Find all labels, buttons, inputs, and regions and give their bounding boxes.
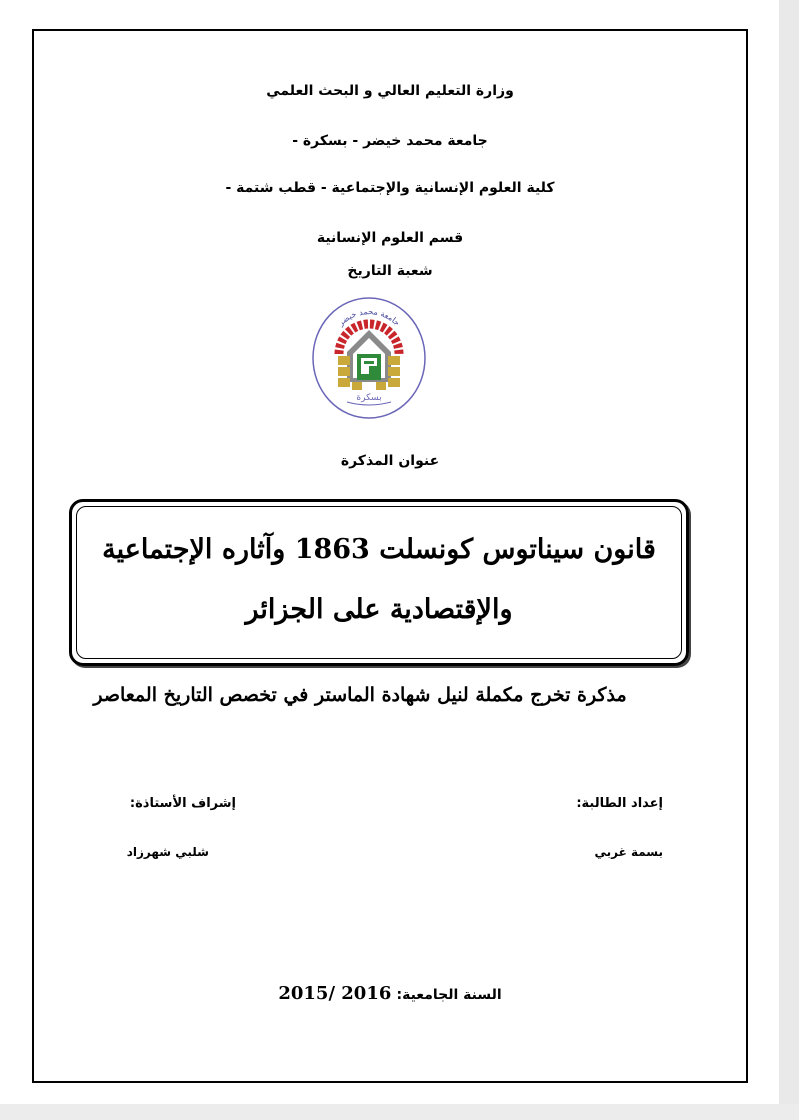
student-name: بسمة غربي [594,845,663,859]
thesis-title-line-1: قانون سيناتوس كونسلت 1863 وآثاره الإجتماعية [102,534,656,565]
supervisor-label: إشراف الأستاذة: [129,796,236,811]
academic-year-value: 2015/ 2016 [278,983,392,1004]
branch-heading: شعبة التاريخ [347,263,433,279]
academic-year [32,983,748,1004]
academic-year-label: السنة الجامعية: [396,987,502,1003]
university-logo [311,296,427,420]
supervisor-name: شلبي شهرزاد [126,845,209,859]
thesis-title-inner-border [76,506,682,659]
viewer-gutter-right [779,0,799,1120]
logo-bottom-text: بسكرة [356,393,382,403]
viewer-gutter-bottom [0,1104,799,1120]
logo-top-text: جامعة محمد خيضر [336,307,402,328]
university-heading: جامعة محمد خيضر - بسكرة - [292,133,488,149]
degree-statement: مذكرة تخرج مكملة لنيل شهادة الماستر في تخصص التاريخ المعاصر [93,684,627,706]
thesis-title-line-2: والإقتصادية على الجزائر [245,594,513,625]
thesis-title-box [69,499,689,666]
student-label: إعداد الطالبة: [576,796,663,811]
ministry-heading: وزارة التعليم العالي و البحث العلمي [266,83,514,99]
department-heading: قسم العلوم الإنسانية [316,230,464,246]
thesis-title-label: عنوان المذكرة [340,453,440,469]
faculty-heading: كلية العلوم الإنسانية والإجتماعية - قطب شتمة - [225,180,555,196]
